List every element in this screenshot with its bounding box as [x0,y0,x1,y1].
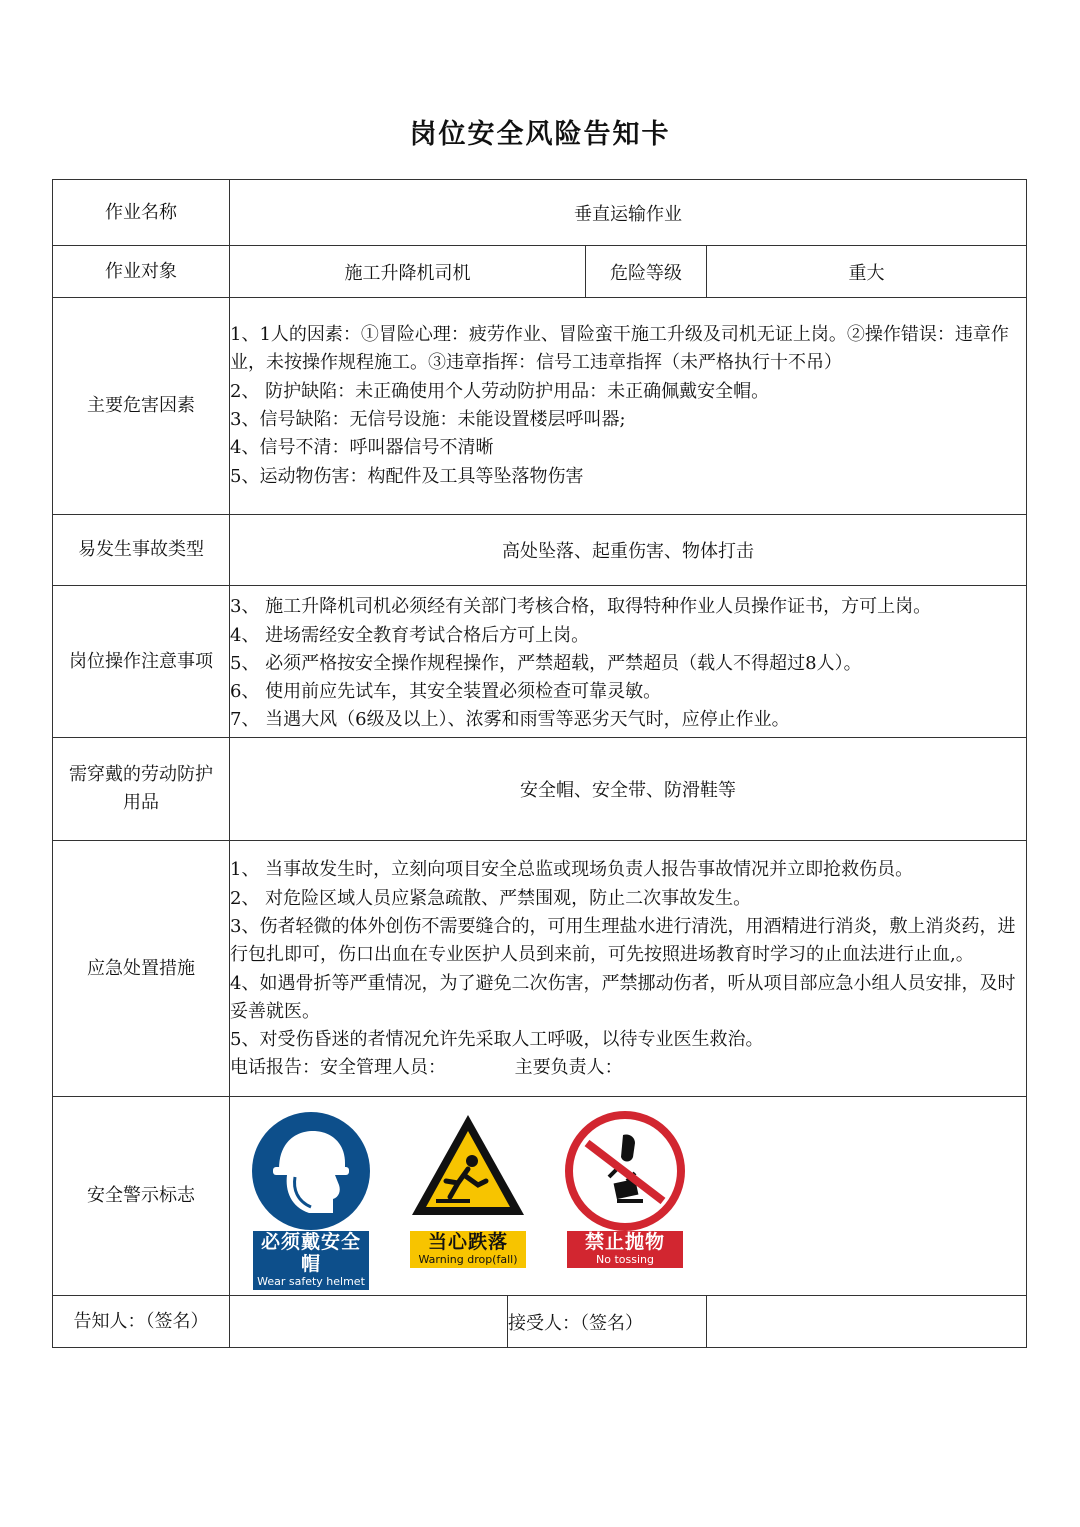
sign-wear-helmet-en: Wear safety helmet [257,1275,365,1288]
list-item: 1、1人的因素：①冒险心理：疲劳作业、冒险蛮干施工升级及司机无证上岗。②操作错误：违章作业，未按操作规程施工。③违章指挥：信号工违章指挥（未严格执行十不吊） [230,324,1009,374]
sign-wear-helmet-zh: 必须戴安全帽 [260,1231,361,1275]
list-item: 3、 施工升降机司机必须经有关部门考核合格，取得特种作业人员操作证书，方可上岗。 [230,596,932,618]
no-tossing-icon [565,1111,685,1231]
job-target-value: 施工升降机司机 [230,246,586,298]
row-signatures [53,1296,1027,1348]
ppe-label: 需穿戴的劳动防护用品 [53,738,230,841]
sign-wear-helmet-plate [253,1231,369,1290]
sign-wear-helmet [250,1111,372,1290]
row-accident-types [53,515,1027,586]
job-name-value: 垂直运输作业 [230,180,1027,246]
sign-warning-fall-plate [410,1231,526,1268]
hazards-label: 主要危害因素 [53,298,230,515]
list-item: 6、 使用前应先试车，其安全装置必须检查可靠灵敏。 [230,681,662,703]
list-item: 3、伤者轻微的体外创伤不需要缝合的，可用生理盐水进行清洗，用酒精进行消炎，敷上消炎药，进行包扎即可，伤口出血在专业医护人员到来前，可先按照进场教育时学习的止血法进行止血,。 [230,915,1016,966]
notifier-signature-field[interactable] [230,1296,508,1348]
row-precautions [53,586,1027,738]
sign-warning-fall-zh: 当心跌落 [427,1231,508,1253]
job-target-label: 作业对象 [53,246,230,298]
job-name-label: 作业名称 [53,180,230,246]
emergency-list [230,841,1027,1097]
risk-notice-table [52,179,1027,1348]
sign-no-tossing [564,1111,686,1268]
warning-fall-icon [408,1111,528,1221]
list-item: 4、信号不清：呼叫器信号不清晰 [230,437,494,459]
sign-no-tossing-en: No tossing [596,1253,654,1266]
accident-types-value: 高处坠落、起重伤害、物体打击 [230,515,1027,586]
precautions-label: 岗位操作注意事项 [53,586,230,738]
list-item: 2、 对危险区域人员应紧急疏散、严禁围观，防止二次事故发生。 [230,887,752,909]
list-item: 5、运动物伤害：构配件及工具等坠落物伤害 [230,465,584,487]
list-item: 7、 当遇大风（6级及以上）、浓雾和雨雪等恶劣天气时，应停止作业。 [230,709,790,731]
wear-helmet-icon [251,1111,371,1231]
emergency-label: 应急处置措施 [53,841,230,1097]
list-item: 1、 当事故发生时，立刻向项目安全总监或现场负责人报告事故情况并立即抢救伤员。 [230,859,914,881]
row-ppe [53,738,1027,841]
risk-level-value: 重大 [707,246,1027,298]
warning-signs-cell [230,1097,1027,1296]
receiver-label: 接受人：（签名） [508,1296,707,1348]
phone-report-line: 电话报告：安全管理人员： 主要负责人： [230,1057,623,1079]
sign-no-tossing-zh: 禁止抛物 [584,1231,665,1253]
page-title: 岗位安全风险告知卡 [409,119,671,150]
ppe-value: 安全帽、安全带、防滑鞋等 [230,738,1027,841]
risk-level-label: 危险等级 [586,246,707,298]
warning-signs-group [230,1097,1026,1288]
row-hazards [53,298,1027,515]
list-item: 3、信号缺陷：无信号设施：未能设置楼层呼叫器; [230,409,626,430]
row-warning-signs [53,1097,1027,1296]
list-item: 5、 必须严格按安全操作规程操作，严禁超载，严禁超员（载人不得超过8人）。 [230,652,862,674]
list-item: 4、 进场需经安全教育考试合格后方可上岗。 [230,624,590,646]
warning-signs-label: 安全警示标志 [53,1097,230,1296]
precautions-list [230,586,1027,738]
row-job-name [53,180,1027,246]
receiver-signature-field[interactable] [707,1296,1027,1348]
list-item: 4、如遇骨折等严重情况，为了避免二次伤害，严禁挪动伤者，听从项目部应急小组人员安排，及时妥善就医。 [230,972,1016,1022]
accident-types-label: 易发生事故类型 [53,515,230,586]
sign-warning-fall-en: Warning drop(fall) [418,1253,518,1266]
sign-no-tossing-plate [567,1231,683,1268]
list-item: 5、对受伤昏迷的者情况允许先采取人工呼吸，以待专业医生救治。 [230,1029,764,1051]
row-emergency [53,841,1027,1097]
sign-warning-fall [407,1111,529,1268]
notifier-label: 告知人：（签名） [53,1296,230,1348]
row-job-target [53,246,1027,298]
hazards-list [230,298,1027,515]
list-item: 2、 防护缺陷：未正确使用个人劳动防护用品：未正确佩戴安全帽。 [230,380,770,402]
